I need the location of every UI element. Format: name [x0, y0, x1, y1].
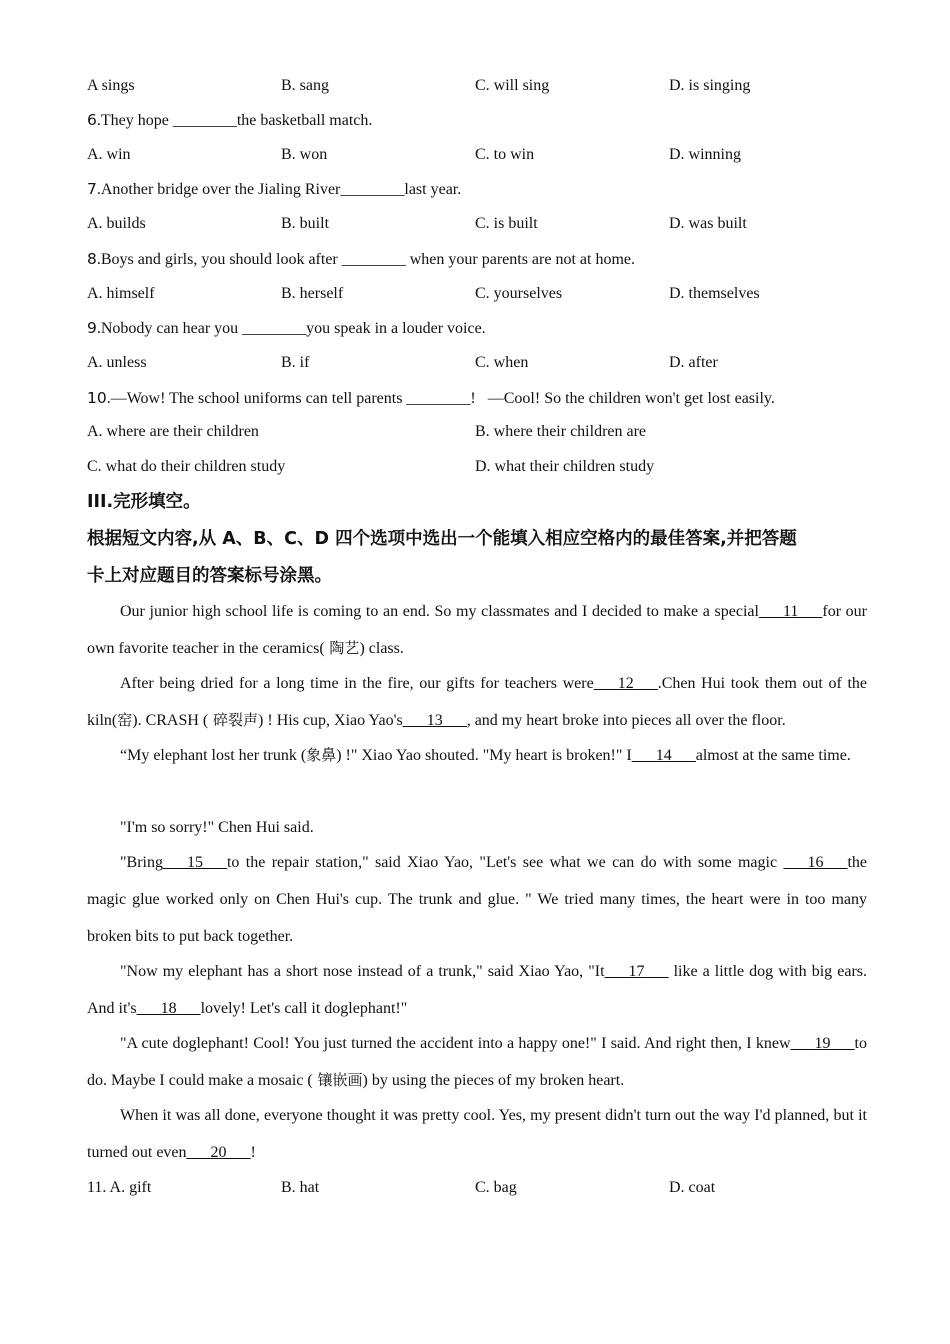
passage-text: for our own favorite teacher in the ceramics( — [87, 603, 868, 657]
passage-paragraph-5 — [87, 844, 867, 955]
passage-text: After being dried for a long time in the fire, our gifts for teachers were — [120, 675, 594, 692]
passage-text: ) !" Xiao Yao shouted. "My heart is broken!" I — [336, 747, 632, 764]
q11-option-d[interactable]: D. coat — [669, 1179, 716, 1196]
section-instruction-line2: 卡上对应题目的答案标号涂黑。 — [87, 566, 332, 586]
q9-text: .Nobody can hear you ________you speak in a louder voice. — [96, 320, 486, 337]
passage-text: "Bring — [120, 854, 163, 871]
blank-19[interactable]: ___19___ — [790, 1035, 855, 1052]
passage-text: lovely! Let's call it doglephant!" — [200, 1000, 408, 1017]
q7-text: .Another bridge over the Jialing River________last year. — [96, 181, 462, 198]
q7-option-a[interactable]: A. builds — [87, 215, 146, 232]
q10-option-b[interactable]: B. where their children are — [475, 423, 647, 440]
passage-text: "I'm so sorry!" Chen Hui said. — [120, 819, 314, 836]
passage-text: Our junior high school life is coming to an end. So my classmates and I decided to make a special — [120, 603, 759, 620]
q5-option-c[interactable]: C. will sing — [475, 77, 550, 94]
q10-number: 10 — [87, 389, 107, 407]
passage-gloss: 象鼻 — [306, 746, 337, 764]
q7-number: 7 — [87, 180, 97, 198]
q6-option-a[interactable]: A. win — [87, 146, 131, 163]
q11-option-a[interactable]: 11. A. gift — [87, 1179, 152, 1196]
q6-option-c[interactable]: C. to win — [475, 146, 535, 163]
q8-stem — [87, 247, 635, 271]
blank-11[interactable]: ___11___ — [758, 603, 823, 620]
q6-option-b[interactable]: B. won — [281, 146, 328, 163]
passage-paragraph-8 — [87, 1097, 867, 1171]
q10-option-d[interactable]: D. what their children study — [475, 458, 655, 475]
passage-text: , and my heart broke into pieces all over the floor. — [466, 712, 786, 729]
q9-option-d[interactable]: D. after — [669, 354, 718, 371]
q8-option-a[interactable]: A. himself — [87, 285, 155, 302]
q6-number: 6 — [87, 111, 97, 129]
q7-option-b[interactable]: B. built — [281, 215, 330, 232]
q6-stem — [87, 108, 372, 132]
passage-paragraph-2 — [87, 665, 867, 739]
q9-number: 9 — [87, 319, 97, 337]
q11-option-b[interactable]: B. hat — [281, 1179, 320, 1196]
q8-option-b[interactable]: B. herself — [281, 285, 344, 302]
q10-option-a[interactable]: A. where are their children — [87, 423, 259, 440]
blank-20[interactable]: ___20___ — [186, 1144, 251, 1161]
q9-option-b[interactable]: B. if — [281, 354, 310, 371]
q8-number: 8 — [87, 250, 97, 268]
passage-text: ) by using the pieces of my broken heart. — [362, 1072, 625, 1089]
passage-gloss: 陶艺 — [324, 639, 360, 657]
q9-option-a[interactable]: A. unless — [87, 354, 147, 371]
section-title: III.完形填空。 — [87, 492, 201, 512]
q5-option-b[interactable]: B. sang — [281, 77, 329, 94]
passage-text: ! — [250, 1144, 256, 1161]
passage-text: ) ! His cup, Xiao Yao's — [258, 712, 403, 729]
blank-13[interactable]: ___13___ — [402, 712, 467, 729]
q7-option-c[interactable]: C. is built — [475, 215, 538, 232]
blank-18[interactable]: ___18___ — [136, 1000, 201, 1017]
passage-text: "A cute doglephant! Cool! You just turned the accident into a happy one!" I said. And right then, I knew — [120, 1035, 791, 1052]
q5-option-a[interactable]: A sings — [87, 77, 135, 94]
section-instruction-line1: 根据短文内容,从 A、B、C、D 四个选项中选出一个能填入相应空格内的最佳答案,并把答题 — [87, 529, 797, 549]
q6-text: .They hope ________the basketball match. — [96, 112, 373, 129]
passage-text: .Chen Hui took them out of the kiln( — [87, 675, 868, 729]
passage-gloss: 碎裂声 — [208, 711, 259, 729]
q8-option-d[interactable]: D. themselves — [669, 285, 760, 302]
passage-text: to the repair station," said Xiao Yao, "Let's see what we can do with some magic — [226, 854, 784, 871]
passage-gloss: 镶嵌画 — [312, 1071, 363, 1089]
passage-text: ). CRASH ( — [132, 712, 209, 729]
passage-paragraph-7 — [87, 1025, 867, 1099]
passage-text: ) class. — [359, 640, 404, 657]
blank-16[interactable]: ___16___ — [783, 854, 848, 871]
q9-option-c[interactable]: C. when — [475, 354, 529, 371]
passage-text: “My elephant lost her trunk ( — [120, 747, 307, 764]
q10-option-c[interactable]: C. what do their children study — [87, 458, 286, 475]
q7-stem — [87, 177, 461, 201]
passage-paragraph-1 — [87, 593, 867, 667]
passage-text: When it was all done, everyone thought it was pretty cool. Yes, my present didn't turn out the way I'd planned, but it turned out even — [87, 1107, 867, 1161]
passage-text: almost at the same time. — [695, 747, 851, 764]
passage-text: "Now my elephant has a short nose instead of a trunk," said Xiao Yao, "It — [120, 963, 605, 980]
passage-gloss: 窑 — [117, 711, 133, 729]
blank-12[interactable]: ___12___ — [593, 675, 658, 692]
passage-text: the magic glue worked only on Chen Hui's cup. The trunk and glue. " We tried many times, the heart were in too many broken bits to put back together. — [87, 854, 867, 945]
blank-15[interactable]: ___15___ — [162, 854, 227, 871]
q10-stem — [87, 386, 775, 410]
q9-stem — [87, 316, 486, 340]
passage-paragraph-6 — [87, 953, 867, 1027]
q10-text: .—Wow! The school uniforms can tell parents ________! —Cool! So the children won't get lost easily. — [106, 390, 775, 407]
q8-option-c[interactable]: C. yourselves — [475, 285, 563, 302]
passage-text: to do. Maybe I could make a mosaic ( — [87, 1035, 867, 1089]
passage-paragraph-4 — [87, 809, 867, 846]
blank-17[interactable]: ___17___ — [604, 963, 669, 980]
q7-option-d[interactable]: D. was built — [669, 215, 747, 232]
q11-option-c[interactable]: C. bag — [475, 1179, 517, 1196]
q8-text: .Boys and girls, you should look after ________ when your parents are not at home. — [96, 251, 635, 268]
q6-option-d[interactable]: D. winning — [669, 146, 741, 163]
q5-option-d[interactable]: D. is singing — [669, 77, 751, 94]
blank-14[interactable]: ___14___ — [631, 747, 696, 764]
passage-paragraph-3 — [87, 737, 867, 774]
passage-text: like a little dog with big ears. And it's — [87, 963, 867, 1017]
